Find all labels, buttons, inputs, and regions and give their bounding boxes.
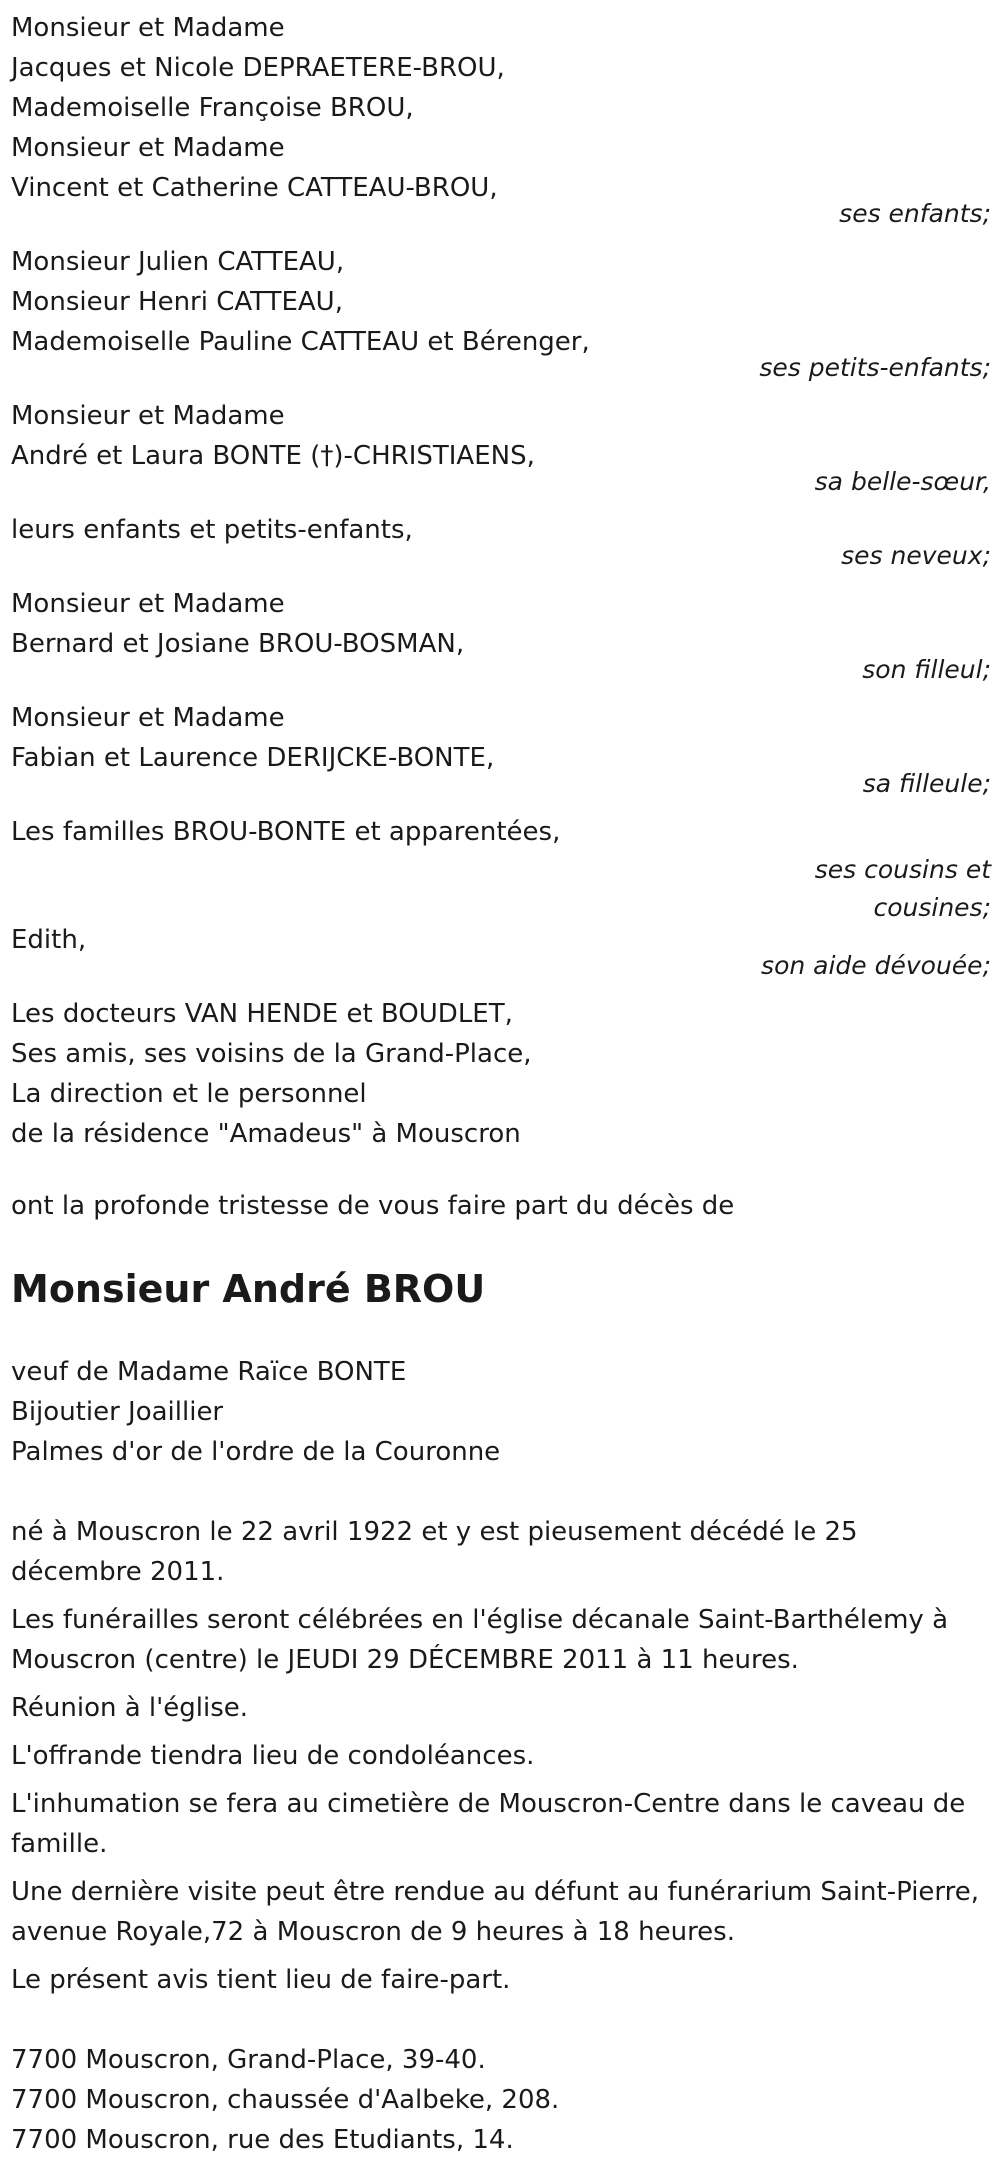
funeral-details bbox=[11, 1512, 989, 2000]
family-group-sister-in-law bbox=[11, 396, 991, 502]
family-line: Bernard et Josiane BROU-BOSMAN, bbox=[11, 629, 465, 659]
address-line: 7700 Mouscron, chaussée d'Aalbeke, 208. bbox=[11, 2085, 560, 2115]
family-line: Monsieur et Madame bbox=[11, 133, 285, 163]
detail-paragraph: né à Mouscron le 22 avril 1922 et y est pieusement décédé le 25 décembre 2011. bbox=[11, 1517, 858, 1587]
address-line: 7700 Mouscron, rue des Etudiants, 14. bbox=[11, 2125, 514, 2155]
family-group-grandchildren bbox=[11, 242, 991, 388]
family-line: Vincent et Catherine CATTEAU-BROU, bbox=[11, 173, 498, 203]
family-group-goddaughter bbox=[11, 698, 991, 804]
relation-label: son filleul; bbox=[862, 655, 991, 684]
deceased-bio bbox=[11, 1352, 989, 1472]
family-line: Les familles BROU-BONTE et apparentées, bbox=[11, 817, 561, 847]
detail-paragraph: Une dernière visite peut être rendue au défunt au funérarium Saint-Pierre, avenue Royale,72 à Mouscron de 9 heures à 18 heures. bbox=[11, 1877, 980, 1947]
detail-paragraph: Les funérailles seront célébrées en l'église décanale Saint-Barthélemy à Mouscron (centre) le JEUDI 29 DÉCEMBRE 2011 à 11 heures. bbox=[11, 1605, 949, 1675]
family-line: Edith, bbox=[11, 925, 87, 955]
detail-paragraph: L'inhumation se fera au cimetière de Mouscron-Centre dans le caveau de famille. bbox=[11, 1789, 966, 1859]
relation-label: sa filleule; bbox=[862, 769, 991, 798]
family-line: Monsieur et Madame bbox=[11, 703, 285, 733]
family-line: Monsieur Julien CATTEAU, bbox=[11, 247, 345, 277]
relation-label: son aide dévouée; bbox=[761, 951, 991, 980]
bio-line: Palmes d'or de l'ordre de la Couronne bbox=[11, 1437, 501, 1467]
family-group-cousins bbox=[11, 812, 991, 928]
bio-line: veuf de Madame Raïce BONTE bbox=[11, 1357, 407, 1387]
relation-label: ses enfants; bbox=[839, 199, 991, 228]
family-line: Mademoiselle Françoise BROU, bbox=[11, 93, 414, 123]
relation-label: ses petits-enfants; bbox=[759, 353, 991, 382]
family-line: Fabian et Laurence DERIJCKE-BONTE, bbox=[11, 743, 495, 773]
family-line: de la résidence "Amadeus" à Mouscron bbox=[11, 1119, 521, 1149]
address-list bbox=[11, 2040, 989, 2160]
family-line: Jacques et Nicole DEPRAETERE-BROU, bbox=[11, 53, 505, 83]
family-group-children bbox=[11, 8, 991, 234]
family-line: Monsieur Henri CATTEAU, bbox=[11, 287, 343, 317]
relation-label: ses cousins et bbox=[814, 855, 991, 884]
family-group-nephews bbox=[11, 510, 991, 576]
family-list bbox=[11, 8, 991, 1154]
family-line: Monsieur et Madame bbox=[11, 401, 285, 431]
family-line: Les docteurs VAN HENDE et BOUDLET, bbox=[11, 999, 513, 1029]
family-group-godson bbox=[11, 584, 991, 690]
relation-label: sa belle-sœur, bbox=[814, 467, 991, 496]
family-line: La direction et le personnel bbox=[11, 1079, 367, 1109]
relation-label: cousines; bbox=[873, 893, 991, 922]
deceased-name: Monsieur André BROU bbox=[11, 1267, 486, 1311]
family-line: Ses amis, ses voisins de la Grand-Place, bbox=[11, 1039, 532, 1069]
detail-paragraph: Réunion à l'église. bbox=[11, 1693, 249, 1723]
family-line: Monsieur et Madame bbox=[11, 589, 285, 619]
family-line: Mademoiselle Pauline CATTEAU et Bérenger, bbox=[11, 327, 590, 357]
family-group-caregiver bbox=[11, 920, 991, 986]
family-line: André et Laura BONTE (†)-CHRISTIAENS, bbox=[11, 441, 535, 471]
detail-paragraph: Le présent avis tient lieu de faire-part. bbox=[11, 1965, 511, 1995]
relation-label: ses neveux; bbox=[841, 541, 991, 570]
announcement-intro: ont la profonde tristesse de vous faire part du décès de bbox=[11, 1191, 735, 1221]
family-line: Monsieur et Madame bbox=[11, 13, 285, 43]
family-group-friends bbox=[11, 994, 991, 1154]
bio-line: Bijoutier Joaillier bbox=[11, 1397, 224, 1427]
detail-paragraph: L'offrande tiendra lieu de condoléances. bbox=[11, 1741, 535, 1771]
family-line: leurs enfants et petits-enfants, bbox=[11, 515, 413, 545]
address-line: 7700 Mouscron, Grand-Place, 39-40. bbox=[11, 2045, 486, 2075]
